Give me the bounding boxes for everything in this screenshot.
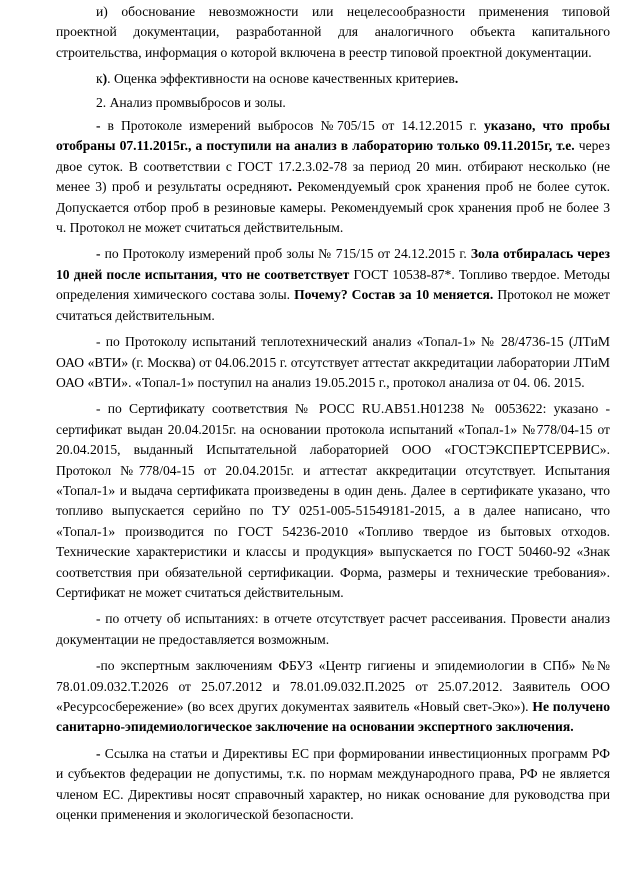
text-fragment: Рекомендуемый срок хранения проб не более суток. Допускается отбор проб в резиновые камеры. Рекомендуемый срок хранения проб не более 3 ч. Протокол не может считаться действительным. <box>56 179 610 236</box>
text-fragment: и) обоснование невозможности или нецелесообразности применения типовой проектной документации, разработанной для аналогичного объекта капитального строительства, информация о которой включена в реестр типовой проектной документации. <box>56 4 610 60</box>
para-emissions-protocol <box>56 116 610 238</box>
text-fragment-bold: указано, что пробы отобраны 07.11.2015г., а поступили на анализ в лабораторию только 09.11.2015г, т.е. <box>56 118 610 154</box>
para-ash-protocol <box>56 244 610 326</box>
para-topal-protocol <box>56 332 610 393</box>
text-fragment-bold: Не получено санитарно-эпидемиологическое заключение на основании экспертного заключения. <box>56 699 611 735</box>
para-item-k <box>56 69 610 89</box>
text-fragment-bold: - <box>96 246 105 262</box>
text-fragment: по Протоколу измерений проб золы № 715/15 от 24.12.2015 г. <box>104 246 471 262</box>
text-fragment-bold: ) <box>102 71 108 87</box>
para-expert-conclusions <box>56 656 610 738</box>
text-fragment-bold: . <box>454 71 459 87</box>
text-fragment: -по экспертным заключениям ФБУЗ «Центр гигиены и эпидемиологии в СПб» №№ 78.01.09.032.Т.2026 от 25.07.2012 и 78.01.09.032.П.2025 от 25.07.2012. Заявитель ООО «Ресурсосбережение» (во всех других документах заявитель «Новый свет-Эко»). <box>56 658 610 714</box>
text-fragment: через двое суток. В соответствии с ГОСТ 17.2.3.02-78 за период 20 мин. отбирают несколько (не менее 3) проб и результаты осредняют <box>56 138 610 195</box>
text-fragment-bold: Зола отбиралась через 10 дней после испытания, что не соответствует <box>56 246 610 282</box>
text-fragment-bold: - <box>96 118 108 134</box>
text-fragment-bold: - <box>96 745 105 761</box>
text-fragment: Протокол не может считаться действительным. <box>56 287 610 323</box>
document-page <box>56 2 610 831</box>
para-item-i <box>56 2 610 63</box>
text-fragment: - по Сертификату соответствия № РОСС RU.АВ51.Н01238 № 0053622: указано - сертификат выдан 20.04.2015г. на основании протокола испытаний «Топал-1» №778/04-15 от 20.04.2015, выданный Испытательной лабораторией ООО «ГОСТЭКСПЕРТСЕРВИС». Протокол №778/04-15 от 20.04.2015г. и аттестат аккредитации отсутствует. Испытания «Топал-1» и выдача сертификата произведены в один день. Далее в сертификате указано, что топливо выпускается серийно по ТУ 0251-005-51549181-2015, а в далее написано, что «Топал-1» производится по ГОСТ 54236-2010 «Топливо твердое из бытовых отходов. Технические характеристики и классы и продукция» выпускается по ГОСТ 50460-92 «Знак соответствия при обязательной сертификации. Форма, размеры и технические требования». Сертификат не может считаться действительным. <box>56 401 610 600</box>
text-fragment: Ссылка на статьи и Директивы ЕС при формировании инвестиционных программ РФ и субъектов федерации не допустимы, т.к. по нормам международного права, РФ не является членом ЕС. Директивы носят справочный характер, но никак основание для руководства при оценки применения и экологической безопасности. <box>56 745 610 823</box>
para-certificate <box>56 399 610 603</box>
text-fragment: к <box>96 71 103 87</box>
para-section-2 <box>56 93 610 113</box>
section-heading: 2. Анализ промвыбросов и золы. <box>96 94 286 110</box>
text-fragment: - по Протоколу испытаний теплотехнический анализ «Топал-1» № 28/4736-15 (ЛТиМ ОАО «ВТИ» (г. Москва) от 04.06.2015 г. отсутствует аттестат аккредитации лаборатории ЛТиМ ОАО «ВТИ». «Топал-1» поступил на анализ 19.05.2015 г., протокол анализа от 04. 06. 2015. <box>56 334 610 390</box>
para-test-report <box>56 609 610 650</box>
text-fragment: в Протоколе измерений выбросов №705/15 от 14.12.2015 г. <box>107 118 484 134</box>
text-fragment-bold: Почему? Состав за 10 меняется. <box>294 287 494 303</box>
para-eu-directives <box>56 744 610 826</box>
text-fragment: ГОСТ 10538-87*. Топливо твердое. Методы определения химического состава золы. <box>56 266 610 303</box>
text-fragment: - по отчету об испытаниях: в отчете отсутствует расчет рассеивания. Провести анализ документации не предоставляется возможным. <box>56 611 610 647</box>
text-fragment: . Оценка эффективности на основе качественных критериев <box>107 71 455 87</box>
text-fragment-bold: . <box>288 179 292 195</box>
